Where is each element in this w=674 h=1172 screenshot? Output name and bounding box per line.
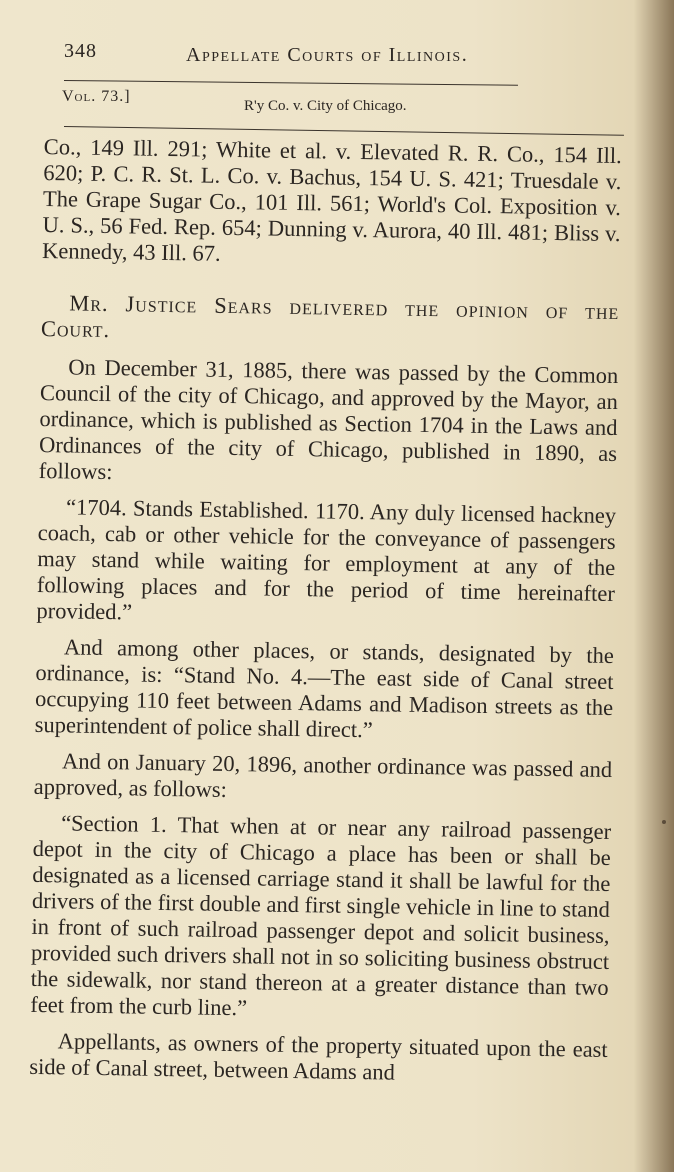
citation-paragraph: Co., 149 Ill. 291; White et al. v. Elevated R. R. Co., 154 Ill. 620; P. C. R. St. L. Co. v. Bachus, 154 U. S. 421; Truesdale v. The Grape Sugar Co., 101 Ill. 561; World's Col. Exposition v. U. S., 56 Fed. Rep. 654; Dunning v. Aurora, 40 Ill. 481; Bliss v. Kennedy, 43 Ill. 67. [41, 134, 622, 266]
paragraph-section-1: “Section 1. That when at or near any railroad passenger depot in the city of Chicago a place has been or shall be designated as a licensed carriage stand it shall be lawful for the drivers of the first double and first single vehicle in line to stand in front of such railroad passenger depot and solicit business, provided such drivers shall not in so soliciting business obstruct the sidewalk, nor stand thereon at a greater distance than two feet from the curb line.” [30, 810, 612, 1021]
paragraph-section-1704: “1704. Stands Established. 1170. Any duly licensed hackney coach, cab or other vehicle for the conveyance of passengers may stand while waiting for employment at any of the following places and for the period of time hereinafter provided.” [36, 494, 617, 625]
page-speck [662, 820, 666, 824]
paragraph-stand-no-4: And among other places, or stands, designated by the ordinance, is: “Stand No. 4.—The east side of Canal street occupying 110 feet between Adams and Madison streets as the superintendent of police shall direct.” [34, 634, 615, 743]
body-text [29, 134, 622, 1089]
running-title: Appellate Courts of Illinois. [186, 44, 469, 66]
header-rule [64, 80, 518, 86]
volume-label: Vol. 73.] [62, 88, 131, 105]
caption-rule [64, 126, 624, 136]
page-number: 348 [64, 40, 97, 62]
paragraph-ordinance-1885: On December 31, 1885, there was passed by the Common Council of the city of Chicago, and approved by the Mayor, an ordinance, which is published as Section 1704 in the Laws and Ordinances of the city of Chicago, published in 1890, as follows: [38, 354, 619, 485]
opinion-line: Mr. Justice Sears delivered the opinion of the Court. [40, 290, 620, 343]
paragraph-ordinance-1896: And on January 20, 1896, another ordinance was passed and approved, as follows: [33, 748, 613, 802]
case-caption: R'y Co. v. City of Chicago. [244, 98, 407, 114]
paragraph-appellants: Appellants, as owners of the property situated upon the east side of Canal street, between Adams and [29, 1028, 608, 1085]
